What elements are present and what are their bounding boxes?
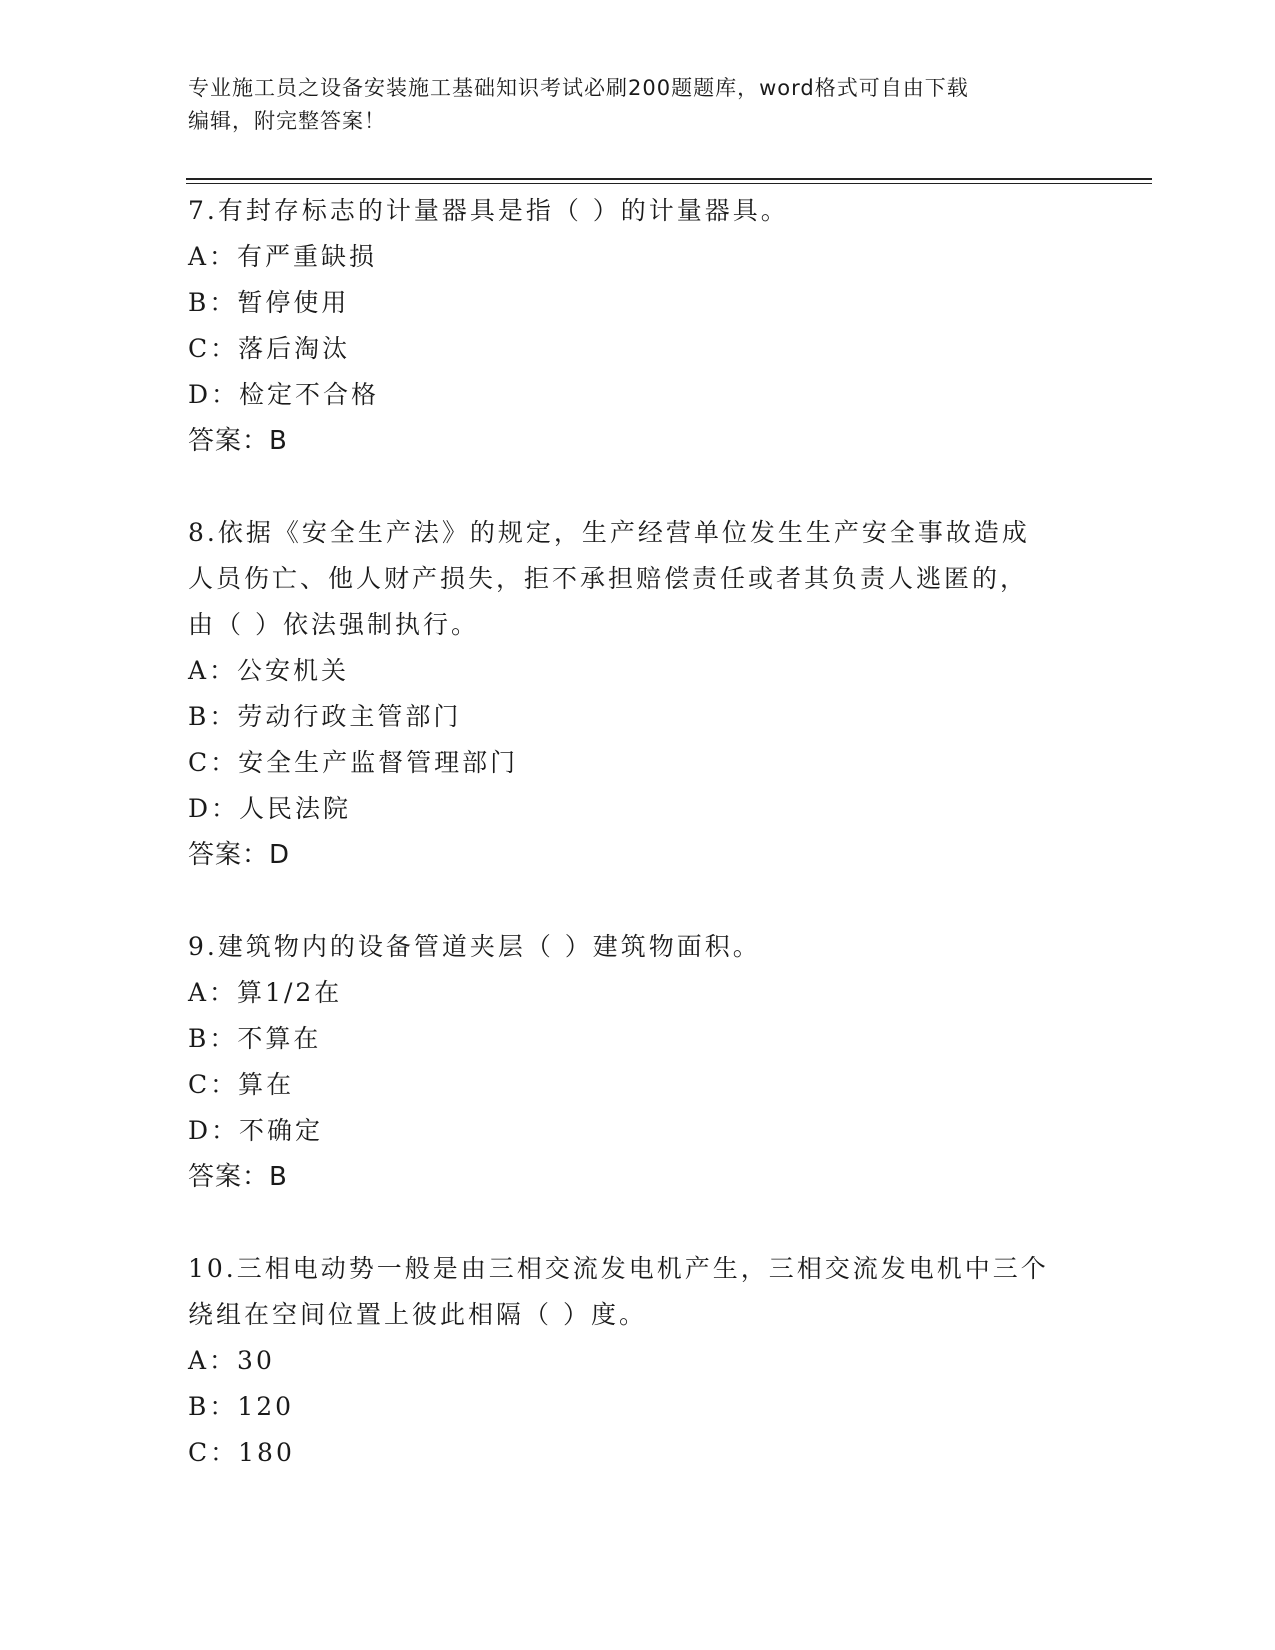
option-d: D：人民法院 [188, 794, 352, 823]
question-stem: 9.建筑物内的设备管道夹层（ ）建筑物面积。 [188, 932, 761, 961]
option-b: B：劳动行政主管部门 [188, 702, 462, 731]
header-line-2: 编辑，附完整答案！ [188, 109, 386, 133]
question-7 [188, 188, 1088, 464]
question-stem: 人员伤亡、他人财产损失，拒不承担赔偿责任或者其负责人逃匿的， [188, 564, 1029, 593]
option-a: A：算1/2在 [188, 978, 343, 1007]
question-stem: 由（ ）依法强制执行。 [188, 610, 479, 639]
option-b: B：暂停使用 [188, 288, 350, 317]
option-b: B：120 [188, 1392, 295, 1421]
option-a: A：30 [188, 1346, 275, 1375]
question-stem: 10.三相电动势一般是由三相交流发电机产生，三相交流发电机中三个 [188, 1254, 1049, 1283]
option-a: A：公安机关 [188, 656, 350, 685]
option-b: B：不算在 [188, 1024, 322, 1053]
answer: 答案：D [188, 840, 291, 870]
option-d: D：不确定 [188, 1116, 324, 1145]
spacer [188, 464, 1088, 510]
question-9 [188, 924, 1088, 1200]
option-a: A：有严重缺损 [188, 242, 378, 271]
document-header [188, 72, 1068, 138]
answer: 答案：B [188, 426, 288, 456]
question-8 [188, 510, 1088, 878]
question-10 [188, 1246, 1088, 1476]
question-stem: 8.依据《安全生产法》的规定，生产经营单位发生生产安全事故造成 [188, 518, 1030, 547]
spacer [188, 1200, 1088, 1246]
spacer [188, 878, 1088, 924]
option-c: C：算在 [188, 1070, 295, 1099]
question-stem: 绕组在空间位置上彼此相隔（ ）度。 [188, 1300, 647, 1329]
question-list [188, 188, 1088, 1476]
option-c: C：落后淘汰 [188, 334, 351, 363]
header-line-1: 专业施工员之设备安装施工基础知识考试必刷200题题库，word格式可自由下载 [188, 76, 969, 100]
header-rule-thin [186, 183, 1152, 184]
option-c: C：180 [188, 1438, 295, 1467]
answer: 答案：B [188, 1162, 288, 1192]
option-d: D：检定不合格 [188, 380, 380, 409]
header-rule-thick [186, 178, 1152, 180]
option-c: C：安全生产监督管理部门 [188, 748, 519, 777]
question-stem: 7.有封存标志的计量器具是指（ ）的计量器具。 [188, 196, 789, 225]
